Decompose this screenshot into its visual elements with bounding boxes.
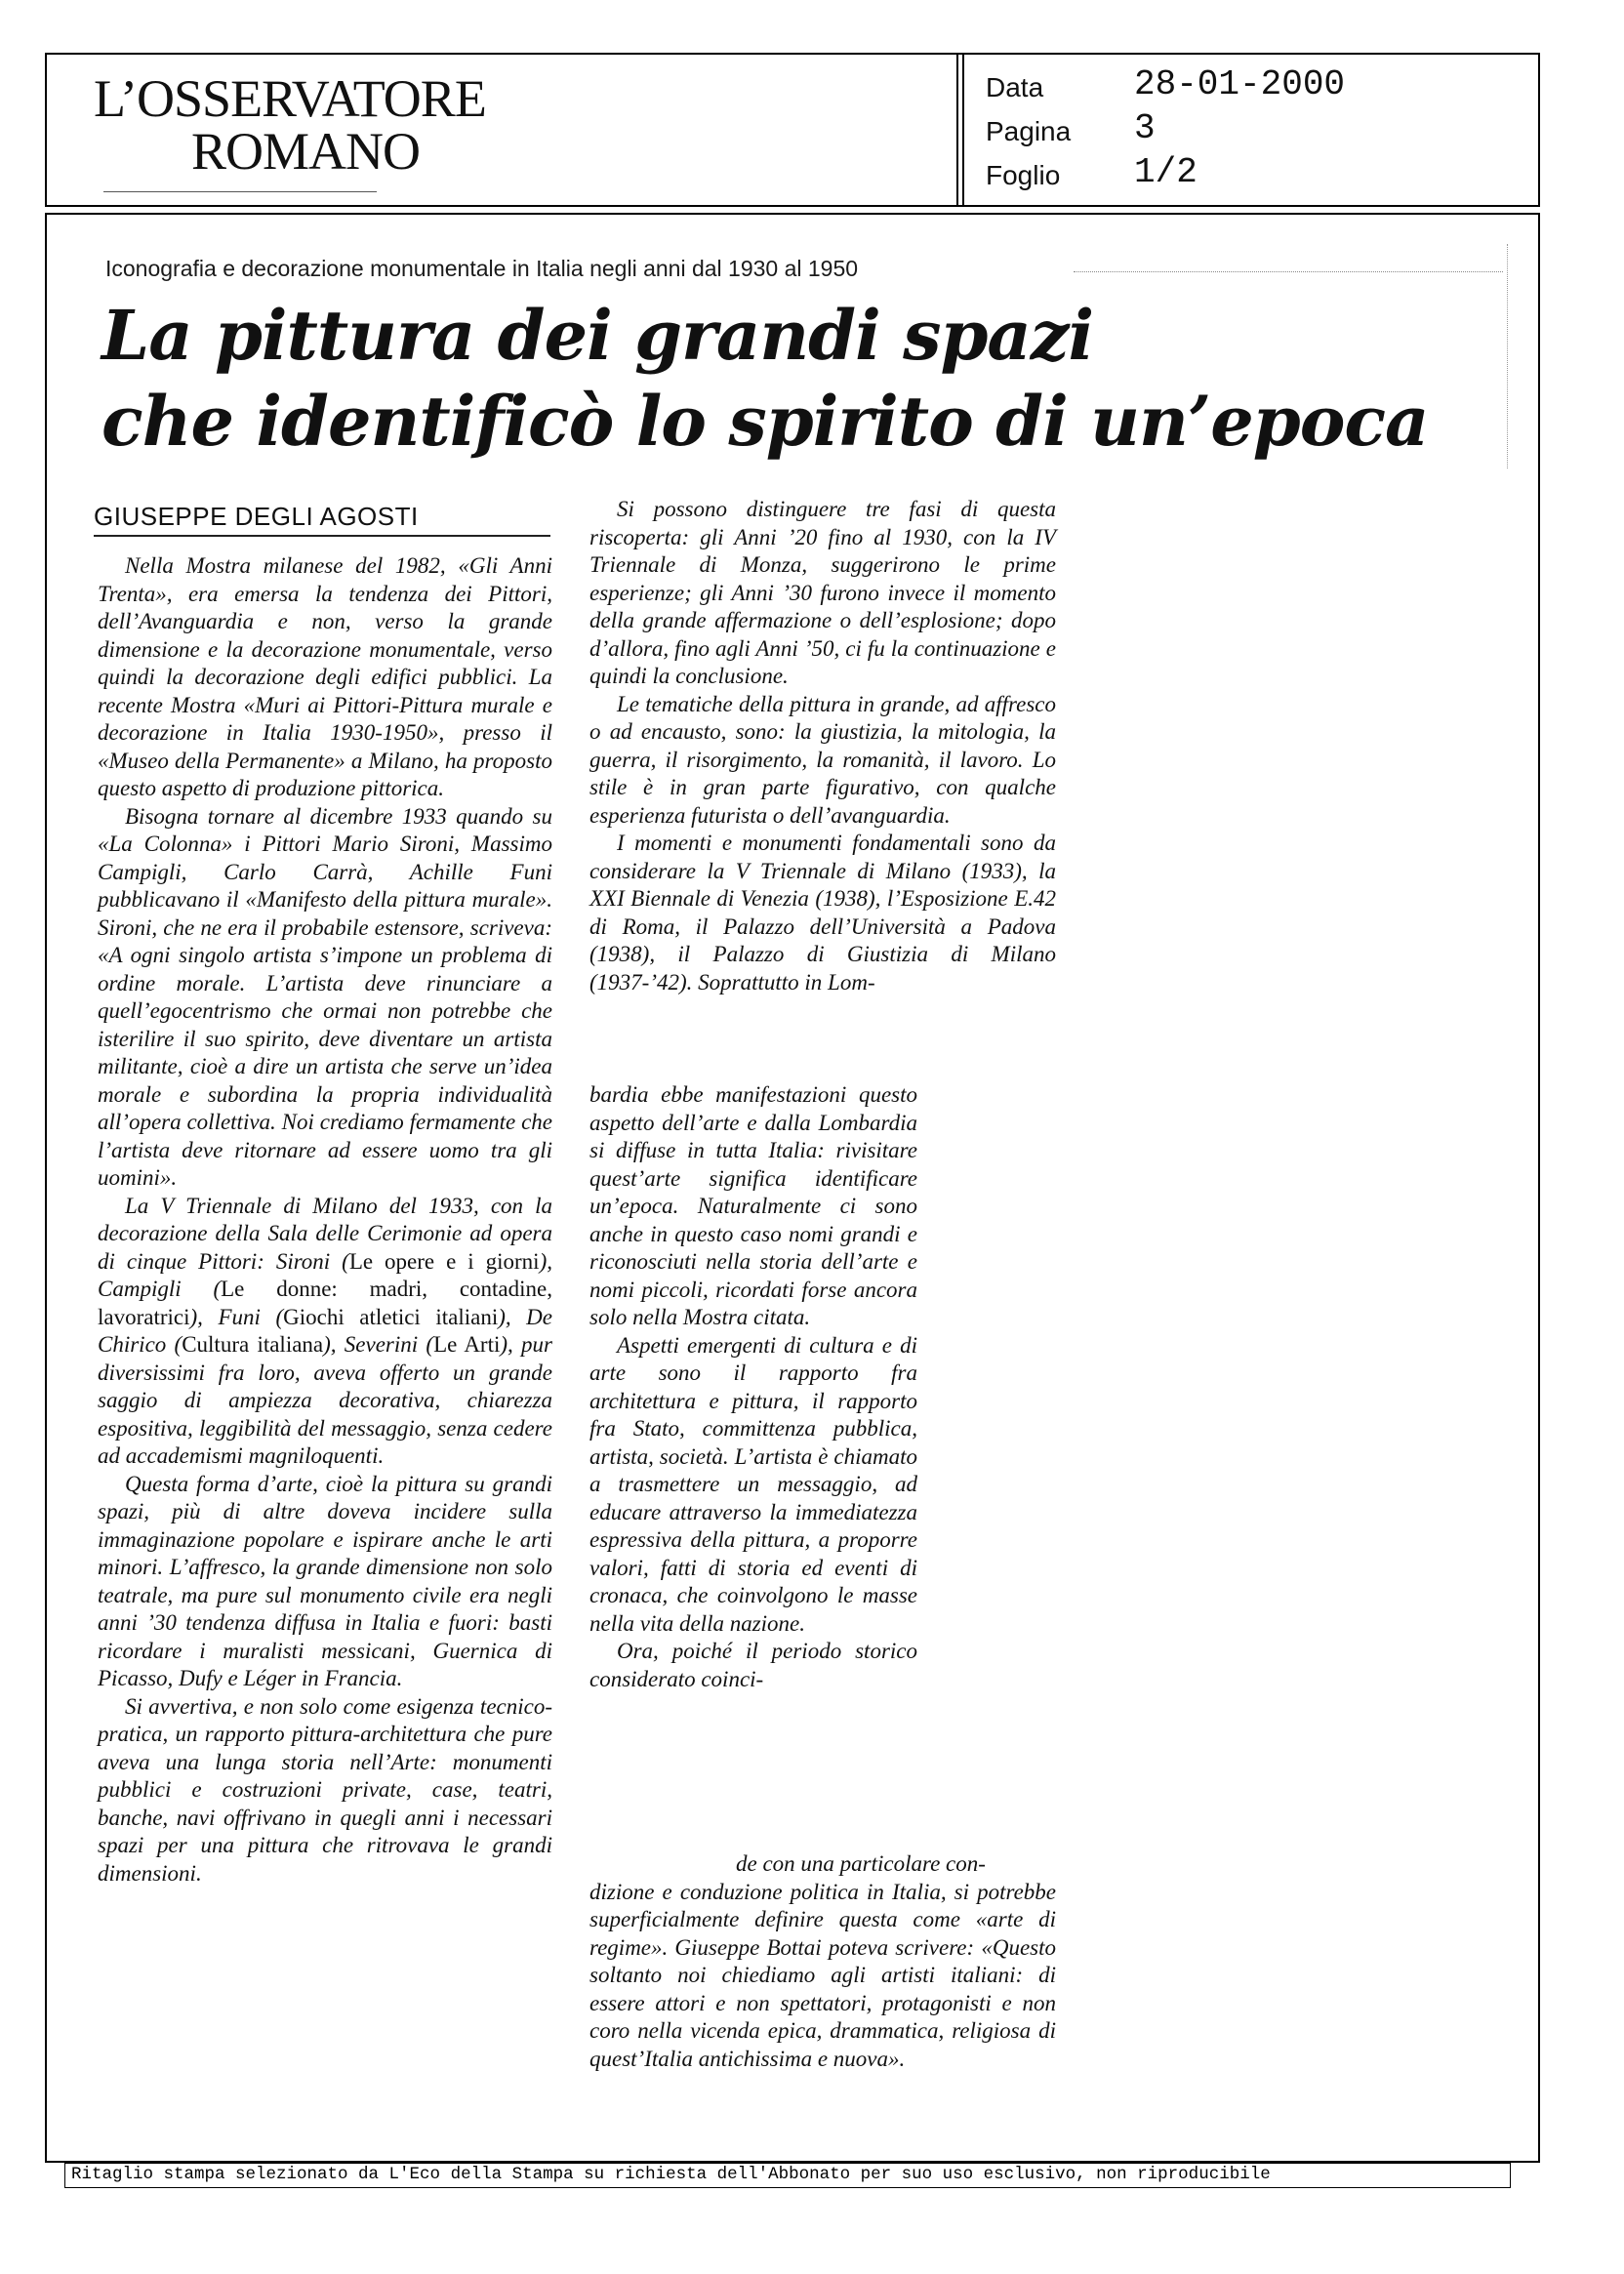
artwork-title: Le donne: madri, contadine, lavoratrici [98,1277,552,1329]
paragraph: Bisogna tornare al dicembre 1933 quando su «La Colonna» i Pittori Mario Sironi, Massimo Campigli, Carlo Carrà, Achille Funi pubblicavano il «Manifesto della pittura murale». Sironi, che ne era il probabile estensore, scriveva: «A ogni singolo artista s’impone un problema di ordine morale. L’artista deve rinunciare a quell’egocentrismo che ormai non potrebbe che isterilire il suo spirito, deve diventare un artista militante, cioè a dire un artista che serve un’idea morale e subordina la propria individualità all’opera collettiva. Noi crediamo fermamente che l’artista deve ritornare ad essere uomo tra gli uomini». [98,803,552,1190]
headline-line-2: che identificò lo spirito di un’epoca [102,381,1429,462]
text-run: ), pur diversissimi fra loro, aveva offerto un grande saggio di ampiezza decorativa, chiarezza espositiva, leggibilità del messaggio, senza cedere ad accademismi magniloquenti. [98,1332,552,1468]
text-run: dizione e conduzione politica in Italia, si potrebbe superficialmente definire questa come «arte di regime». Giuseppe Bottai poteva scrivere: «Questo soltanto noi chiediamo agli artisti italiani: di essere attori e non spettatori, protagonisti e non coro nella vicenda epica, drammatica, religiosa di quest’Italia antichissima e nuova». [589,1879,1056,2071]
masthead [94,69,601,181]
paragraph: Le tematiche della pittura in grande, ad affresco o ad encausto, sono: la giustizia, la mitologia, la guerra, il risorgimento, la romanità, il lavoro. Lo stile è in gran parte figurativo, con qualche esperienza futurista o dell’avanguardia. [589,691,1056,828]
paragraph [98,1193,552,1471]
text-run: ), Severini ( [323,1332,434,1357]
column-3 [589,1081,917,1693]
column-4 [589,1850,1056,2073]
page-label: Pagina [986,116,1072,146]
byline-rule [94,535,550,537]
clipping-edge [1507,244,1508,468]
paragraph: Aspetti emergenti di cultura e di arte sono il rapporto fra architettura e pittura, il rapporto fra Stato, committenza pubblica, artista, società. L’artista è chiamato a trasmettere un messaggio, ad educare attraverso la immediatezza espressiva della pittura, a proporre valori, fatti di storia ed eventi di cronaca, che coinvolgono le masse nella vita della nazione. [589,1332,917,1636]
artwork-title: Le Arti [433,1332,501,1357]
column-2 [589,496,1056,996]
paragraph: Nella Mostra milanese del 1982, «Gli Anni Trenta», era emersa la tendenza dei Pittori, dell’Avanguardia e non, verso la grande dimensione e la decorazione monumentale, verso quindi la decorazione degli edifici pubblici. La recente Mostra «Muri ai Pittori-Pittura murale e decorazione in Italia 1930-1950», presso il «Museo della Permanente» a Milano, ha proposto questo aspetto di produzione pittorica. [98,553,552,800]
paragraph: I momenti e monumenti fondamentali sono da considerare la V Triennale di Milano (1933), la XXI Biennale di Venezia (1938), l’Esposizione E.42 di Roma, il Palazzo dell’Università a Padova (1938), il Palazzo di Giustizia di Milano (1937-’42). Soprattutto in Lom- [589,831,1056,995]
masthead-line-1: L’OSSERVATORE [94,69,486,128]
artwork-title: Giochi atletici italiani [283,1304,499,1329]
footer-notice: Ritaglio stampa selezionato da L'Eco della Stampa su richiesta dell'Abbonato per suo uso esclusivo, non riproducibile [64,2163,1511,2188]
artwork-title: Le opere e i giorni [348,1248,540,1274]
date-value: 28-01-2000 [1134,64,1346,104]
date-label: Data [986,72,1044,102]
sheet-label: Foglio [986,160,1061,190]
column-1 [98,552,552,1888]
text-run: ), Funi ( [189,1304,284,1329]
text-run: de con una particolare con- [736,1851,986,1876]
text-run: La V Triennale di Milano del 1933, con la decorazione della Sala delle Cerimonie ad opera di cinque Pittori: Sironi ( [98,1193,552,1274]
artwork-title: Cultura italiana [182,1332,324,1357]
text-run: ), Campigli ( [98,1248,552,1301]
paragraph: Si possono distinguere tre fasi di questa riscoperta: gli Anni ’20 fino al 1930, con la IV Triennale di Monza, suggerirono le prime esperienze; gli Anni ’30 furono invece il momento della grande affermazione o dell’esplosione; dopo d’allora, fino agli Anni ’50, ci fu la continuazione e quindi la conclusione. [589,497,1056,688]
headline [102,293,1507,465]
headline-line-1: La pittura dei grandi spazi [102,295,1094,376]
kicker: Iconografia e decorazione monumentale in Italia negli anni dal 1930 al 1950 [105,256,859,281]
page-value: 3 [1134,108,1156,148]
paragraph: bardia ebbe manifestazioni questo aspetto dell’arte e dalla Lombardia si diffuse in tutta Italia: rivisitare quest’arte significa identificare un’epoca. Naturalmente ci sono anche in questo caso nomi grandi e riconosciuti nella storia dell’arte e nomi piccoli, ricordati forse ancora solo nella Mostra citata. [589,1082,917,1329]
paragraph: Si avvertiva, e non solo come esigenza tecnico-pratica, un rapporto pittura-architettura che pure aveva una lunga storia nell’Arte: monumenti pubblici e costruzioni private, case, teatri, banche, navi offrivano in quegli anni i necessari spazi per una pittura che ritrovava le grandi dimensioni. [98,1693,552,1886]
byline: GIUSEPPE DEGLI AGOSTI [94,502,419,531]
masthead-line-2: ROMANO [191,122,421,181]
text-run: ), De Chirico ( [98,1304,552,1357]
paragraph: Questa forma d’arte, cioè la pittura su grandi spazi, più di altre doveva incidere sulla immaginazione popolare e ispirare anche le arti minori. L’affresco, la grande dimensione non solo teatrale, ma pure sul monumento civile era negli anni ’30 tendenza diffusa in Italia e fuori: basti ricordare i muralisti messicani, Guernica di Picasso, Dufy e Léger in Francia. [98,1471,552,1690]
sheet-value: 1/2 [1134,152,1198,192]
paragraph: Ora, poiché il periodo storico considerato coinci- [589,1639,917,1691]
paragraph [589,1850,1056,2073]
header-divider [956,53,964,207]
masthead-rule [103,191,377,192]
kicker-dotted-rule [1074,271,1503,272]
